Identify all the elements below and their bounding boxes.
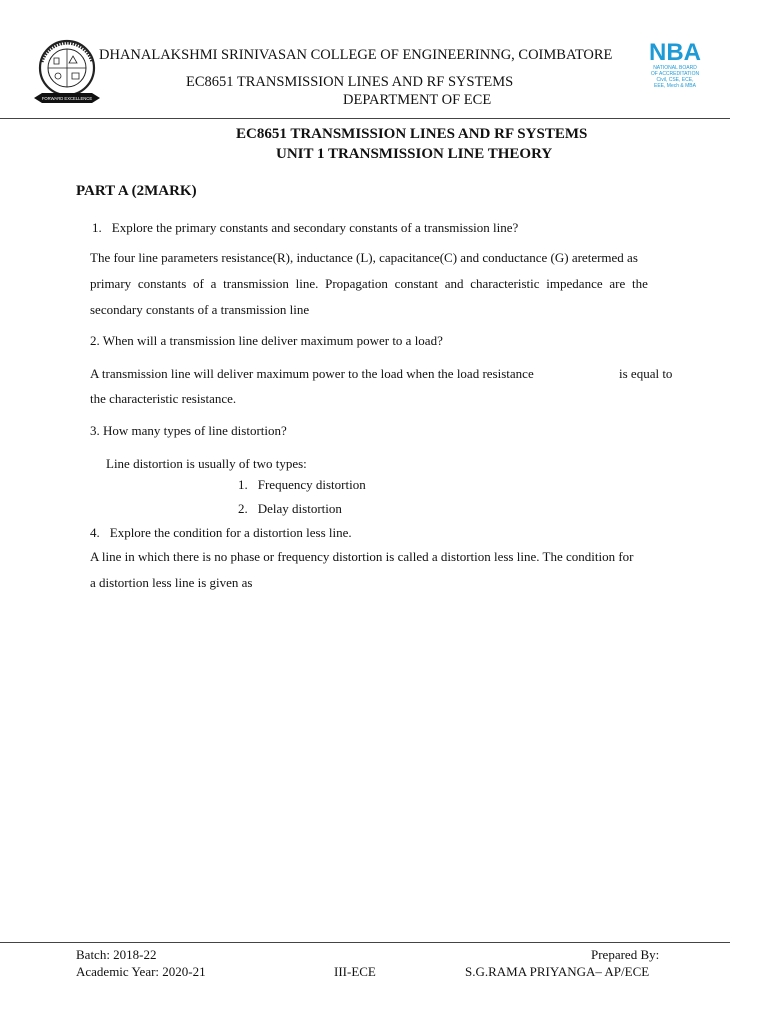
course-header: EC8651 TRANSMISSION LINES AND RF SYSTEMS bbox=[186, 74, 514, 90]
academic-year-label: Academic Year: 2020-21 bbox=[76, 964, 206, 979]
answer-2-line-1: A transmission line will deliver maximum power to the load when the load resistance bbox=[90, 366, 534, 381]
answer-3-intro: Line distortion is usually of two types: bbox=[106, 456, 307, 471]
college-name: DHANALAKSHMI SRINIVASAN COLLEGE OF ENGINEERINNG, COIMBATORE bbox=[99, 47, 613, 63]
batch-label: Batch: 2018-22 bbox=[76, 947, 157, 962]
header-rule bbox=[0, 118, 730, 119]
nba-logo bbox=[644, 36, 706, 96]
answer-4: A line in which there is no phase or frequency distortion is called a distortion less line. The condition for a distortion less line is given as bbox=[90, 549, 634, 590]
part-heading: PART A (2MARK) bbox=[76, 183, 197, 199]
list-item: 2. Delay distortion bbox=[238, 501, 342, 516]
logo-ribbon-text: FORWARD EXCELLENCE bbox=[41, 96, 93, 101]
answer-2-line-2: the characteristic resistance. bbox=[90, 391, 237, 406]
unit-title: UNIT 1 TRANSMISSION LINE THEORY bbox=[276, 146, 553, 162]
answer-2-line-1-end: is equal to bbox=[619, 366, 673, 381]
nba-mark: NBA bbox=[649, 39, 701, 66]
list-item: 1. Frequency distortion bbox=[238, 477, 366, 492]
department-header: DEPARTMENT OF ECE bbox=[343, 92, 492, 108]
svg-text:Civil, CSE, ECE,: Civil, CSE, ECE, bbox=[656, 77, 694, 83]
footer-rule bbox=[0, 942, 730, 943]
question-4: 4. Explore the condition for a distortion less line. bbox=[90, 525, 352, 540]
question-1: 1. Explore the primary constants and secondary constants of a transmission line? bbox=[92, 220, 519, 235]
college-logo bbox=[28, 38, 106, 108]
svg-text:OF ACCREDITATION: OF ACCREDITATION bbox=[650, 71, 700, 77]
svg-text:EEE, Mech & MBA: EEE, Mech & MBA bbox=[654, 83, 696, 89]
answer-1: The four line parameters resistance(R), inductance (L), capacitance(C) and conductance (G) aretermed as primary constants of a transmission line. Propagation constant and characteristic impedance are the secondary constants of a transmission line bbox=[90, 250, 648, 317]
document-title: EC8651 TRANSMISSION LINES AND RF SYSTEMS bbox=[236, 126, 588, 142]
author-label: S.G.RAMA PRIYANGA– AP/ECE bbox=[465, 964, 650, 979]
question-2: 2. When will a transmission line deliver maximum power to a load? bbox=[90, 333, 443, 348]
class-label: III-ECE bbox=[334, 964, 376, 979]
svg-text:NATIONAL BOARD: NATIONAL BOARD bbox=[653, 65, 697, 71]
prepared-by-label: Prepared By: bbox=[591, 947, 660, 962]
question-3: 3. How many types of line distortion? bbox=[90, 423, 287, 438]
